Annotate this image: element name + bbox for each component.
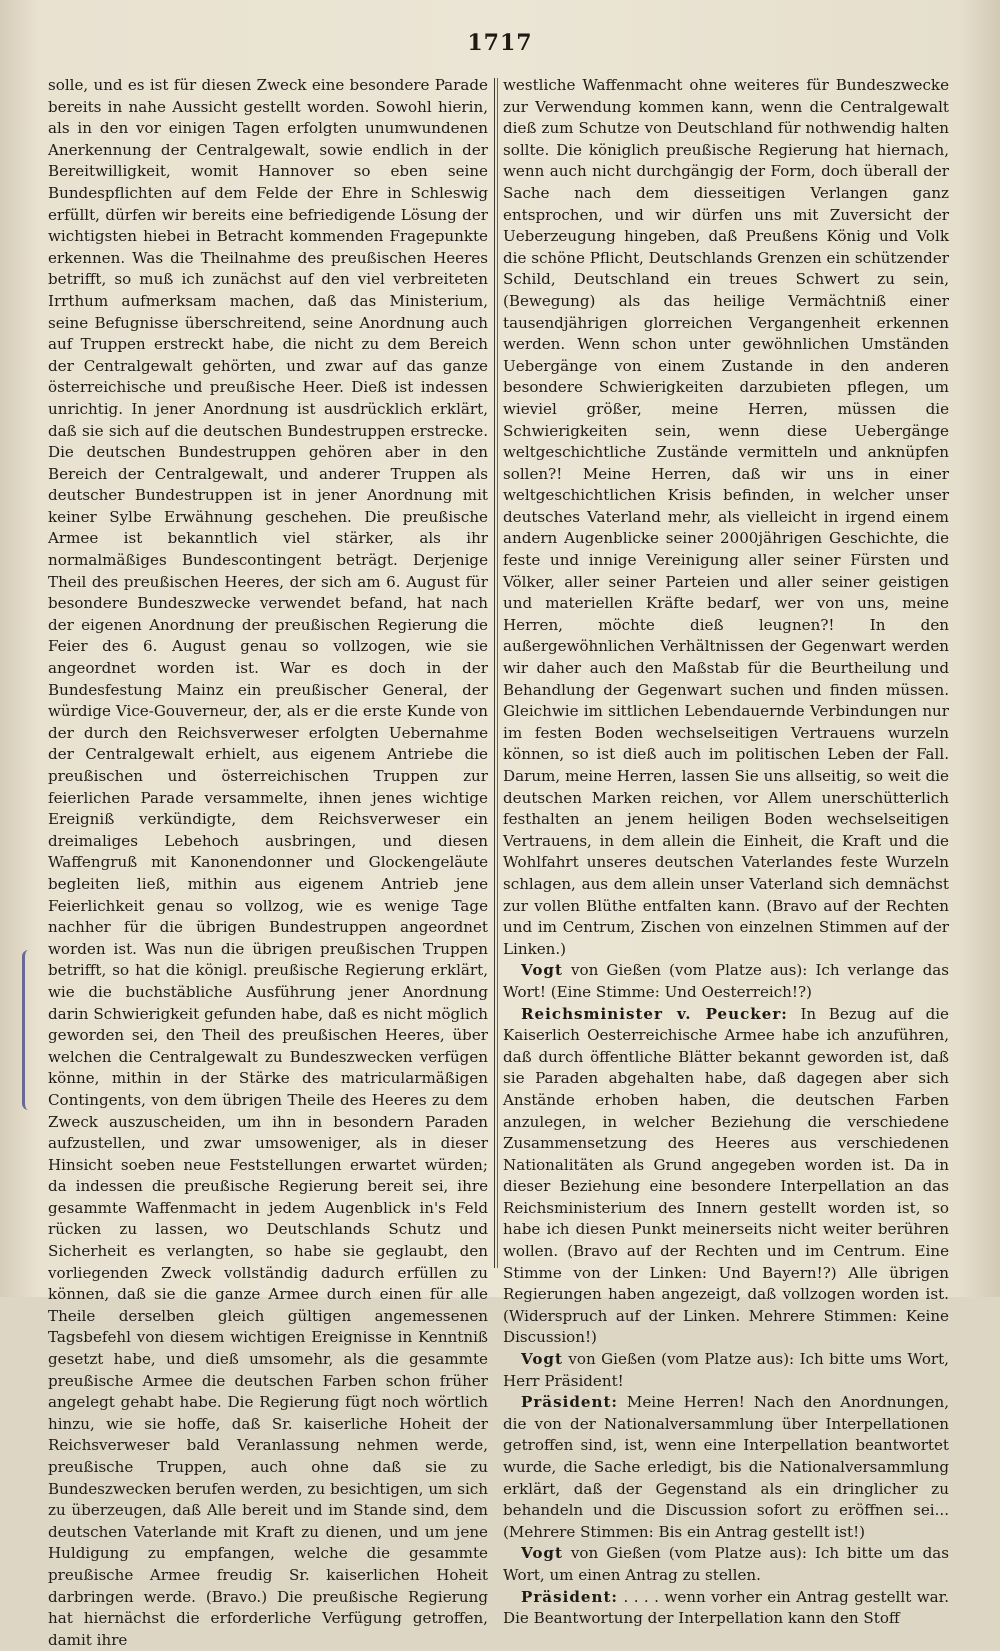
speaker-name: Vogt: [521, 961, 563, 980]
speech-text: von Gießen (vom Platze aus): Ich bitte ums Wort, Herr Präsident!: [503, 1350, 949, 1390]
left-column: [48, 75, 488, 1651]
right-column: [503, 75, 949, 1630]
speech-text: . . . . wenn vorher ein Antrag gestellt war. Die Beantwortung der Interpellation kann den Stoff: [503, 1587, 949, 1628]
left-paragraph: solle, und es ist für diesen Zweck eine besondere Parade bereits in nahe Aussicht gestellt worden. Sowohl hierin, als in den vor einigen Tagen erfolgten unumwundenen Anerkennung der Centralgewalt, sowie endlich in der Bereitwilligkeit, womit Hannover so eben seine Bundespflichten auf dem Felde der Ehre in Schleswig erfüllt, dürfen wir bereits eine befriedigende Lösung der wichtigsten hiebei in Betracht kommenden Fragepunkte erkennen. Was die Theilnahme des preußischen Heeres betrifft, so muß ich zunächst auf den viel verbreiteten Irrthum aufmerksam machen, daß das Ministerium, seine Befugnisse überschreitend, seine Anordnung auch auf Truppen erstreckt habe, die nicht zu dem Bereich der Centralgewalt gehörten, und zwar auf das ganze österreichische und preußische Heer. Dieß ist indessen unrichtig. In jener Anordnung ist ausdrücklich erklärt, daß sie sich auf die deutschen Bundestruppen erstrecke. Die deutschen Bundestruppen gehören aber in den Bereich der Centralgewalt, und anderer Truppen als deutscher Bundestruppen ist in jener Anordnung mit keiner Sylbe Erwähnung geschehen. Die preußische Armee ist bekanntlich viel stärker, als ihr normalmäßiges Bundescontingent beträgt. Derjenige Theil des preußischen Heeres, der sich am 6. August für besondere Bundeszwecke verwendet befand, hat nach der eigenen Anordnung der preußischen Regierung die Feier des 6. August genau so vollzogen, wie sie angeordnet worden ist. War es doch in der Bundesfestung Mainz ein preußischer General, der würdige Vice-Gouverneur, der, als er die erste Kunde von der durch den Reichsverweser erfolgten Uebernahme der Centralgewalt erhielt, aus eigenem Antriebe die preußischen und österreichischen Truppen zur feierlichen Parade versammelte, ihnen jenes wichtige Ereigniß verkündigte, dem Reichsverweser ein dreimaliges Lebehoch ausbringen, und diesen Waffengruß mit Kanonendonner und Glockengeläute begleiten ließ, mithin aus eigenem Antrieb jene Feierlichkeit genau so vollzog, wie es wenige Tage nachher für die übrigen Bundestruppen angeordnet worden ist. Was nun die übrigen preußischen Truppen betrifft, so hat die königl. preußische Regierung erklärt, wie die buchstäbliche Ausführung jener Anordnung darin Schwierigkeit gefunden habe, daß es nicht möglich geworden sei, den Theil des preußischen Heeres, über welchen die Centralgewalt zu Bundeszwecken verfügen könne, mithin in der Stärke des matricularmäßigen Contingents, von dem übrigen Theile des Heeres zu dem Zweck auszuscheiden, um ihn in besondern Paraden aufzustellen, und zwar umsoweniger, als in dieser Hinsicht soeben neue Feststellungen erwartet würden; da indessen die preußische Regierung bereit sei, ihre gesammte Waffenmacht in jedem Augenblick in's Feld rücken zu lassen, wo Deutschlands Schutz und Sicherheit es verlangten, so habe sie geglaubt, den vorliegenden Zweck vollständig dadurch erfüllen zu können, daß sie die ganze Armee durch einen für alle Theile derselben gleich gültigen angemessenen Tagsbefehl von diesem wichtigen Ereignisse in Kenntniß gesetzt habe, und dieß umsomehr, als die gesammte preußische Armee die deutschen Farben schon früher angelegt gehabt habe. Die Regierung fügt noch wörtlich hinzu, wie sie hoffe, daß Sr. kaiserliche Hoheit der Reichsverweser bald Veranlassung nehmen werde, preußische Truppen, auch ohne daß sie zu Bundeszwecken berufen werden, zu besichtigen, um sich zu überzeugen, daß Alle bereit und im Stande sind, dem deutschen Vaterlande mit Kraft zu dienen, und um jene Huldigung zu empfangen, welche die gesammte preußische Armee freudig Sr. kaiserlichen Hoheit darbringen werde. (Bravo.) Die preußische Regierung hat hiernächst die erforderliche Verfügung getroffen, damit ihre: [48, 76, 488, 1649]
right-paragraph: [503, 960, 949, 1003]
right-paragraph: [503, 75, 949, 960]
speaker-name: Präsident:: [521, 1393, 618, 1412]
right-paragraph: [503, 1349, 949, 1392]
speaker-name: Vogt: [521, 1544, 563, 1563]
right-paragraph: [503, 1543, 949, 1586]
page-number: 1717: [467, 30, 533, 56]
speech-text: westliche Waffenmacht ohne weiteres für Bundeszwecke zur Verwendung kommen kann, wenn die Centralgewalt dieß zum Schutze von Deutschland für nothwendig halten sollte. Die königlich preußische Regierung hat hiernach, wenn auch nicht durchgängig der Form, doch überall der Sache nach dem diesseitigen Verlangen ganz entsprochen, und wir dürfen uns mit Zuversicht der Ueberzeugung hingeben, daß Preußens König und Volk die schöne Pflicht, Deutschlands Grenzen ein schützender Schild, Deutschland ein treues Schwert zu sein, (Bewegung) als das heilige Vermächtniß einer tausendjährigen glorreichen Vergangenheit erkennen werden. Wenn schon unter gewöhnlichen Umständen Uebergänge von einem Zustande in den anderen besondere Schwierigkeiten darzubieten pflegen, um wieviel größer, meine Herren, müssen die Schwierigkeiten sein, wenn diese Uebergänge weltgeschichtliche Zustände vermitteln und anknüpfen sollen?! Meine Herren, daß wir uns in einer weltgeschichtlichen Krisis befinden, in welcher unser deutsches Vaterland mehr, als vielleicht in irgend einem andern Augenblicke seiner 2000jährigen Geschichte, die feste und innige Vereinigung aller seiner Fürsten und Völker, aller seiner Parteien und aller seiner geistigen und materiellen Kräfte bedarf, wer von uns, meine Herren, möchte dieß leugnen?! In den außergewöhnlichen Verhältnissen der Gegenwart werden wir daher auch den Maßstab für die Beurtheilung und Behandlung der Gegenwart suchen und finden müssen. Gleichwie im sittlichen Lebendauernde Verbindungen nur im festen Boden wechselseitigen Vertrauens wurzeln können, so ist dieß auch im politischen Leben der Fall. Darum, meine Herren, lassen Sie uns allseitig, so weit die deutschen Marken reichen, vor Allem unerschütterlich festhalten an jenem heiligen Boden wechselseitigen Vertrauens, in dem allein die Einheit, die Kraft und die Wohlfahrt unseres deutschen Vaterlandes feste Wurzeln schlagen, aus dem allein unser Vaterland sich demnächst zur vollen Blüthe entfalten kann. (Bravo auf der Rechten und im Centrum, Zischen von einzelnen Stimmen auf der Linken.): [503, 76, 949, 958]
right-paragraph: [503, 1392, 949, 1543]
column-divider-secondary: [497, 78, 498, 1268]
speech-text: In Bezug auf die Kaiserlich Oesterreichische Armee habe ich anzuführen, daß durch öffentliche Blätter bekannt geworden ist, daß sie Paraden abgehalten habe, daß dagegen aber sich Anstände erhoben haben, die deutschen Farben anzulegen, in welcher Beziehung die verschiedene Zusammensetzung des Heeres aus verschiedenen Nationalitäten als Grund angegeben worden ist. Da in dieser Beziehung eine besondere Interpellation an das Reichsministerium des Innern gestellt worden ist, so habe ich diesen Punkt meinerseits nicht weiter berühren wollen. (Bravo auf der Rechten und im Centrum. Eine Stimme von der Linken: Und Bayern!?) Alle übrigen Regierungen haben angezeigt, daß vollzogen worden ist. (Widerspruch auf der Linken. Mehrere Stimmen: Keine Discussion!): [503, 1004, 949, 1347]
column-divider: [494, 78, 495, 1268]
right-paragraph: [503, 1004, 949, 1350]
speech-text: von Gießen (vom Platze aus): Ich verlange das Wort! (Eine Stimme: Und Oesterreich!?): [503, 961, 949, 1001]
speaker-name: Vogt: [521, 1350, 563, 1369]
speaker-name: Reichsminister v. Peucker:: [521, 1004, 788, 1023]
margin-pencil-mark: [22, 950, 35, 1110]
speech-text: von Gießen (vom Platze aus): Ich bitte um das Wort, um einen Antrag zu stellen.: [503, 1544, 949, 1584]
speaker-name: Präsident:: [521, 1587, 618, 1606]
speech-text: Meine Herren! Nach den Anordnungen, die von der Nationalversammlung über Interpellationen getroffen sind, ist, wenn eine Interpellation beantwortet wurde, die Sache erledigt, bis die Nationalversammlung erklärt, daß der Gegenstand als ein dringlicher zu behandeln und die Discussion sofort zu eröffnen sei... (Mehrere Stimmen: Bis ein Antrag gestellt ist!): [503, 1393, 949, 1541]
right-paragraph: [503, 1587, 949, 1630]
